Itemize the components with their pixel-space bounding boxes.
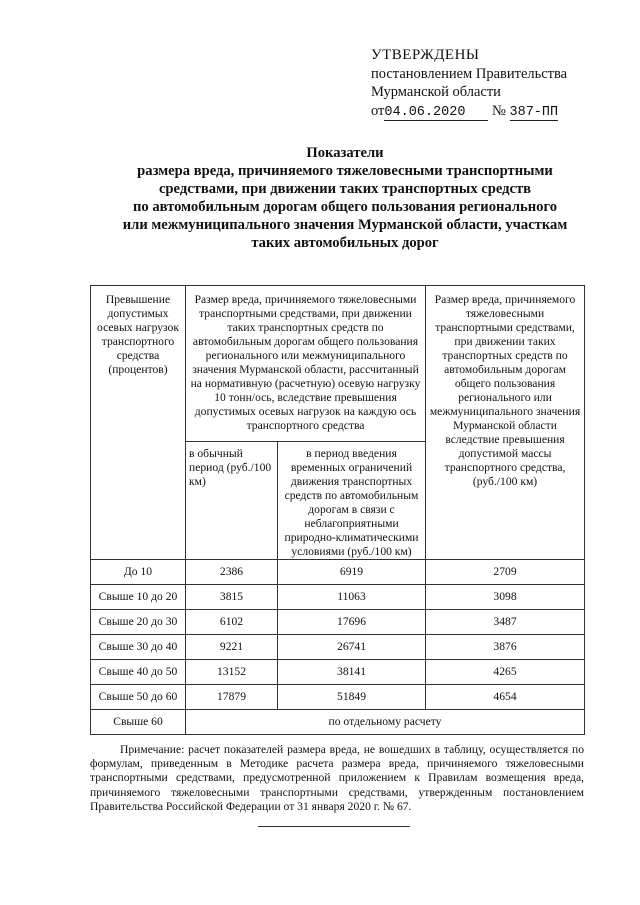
title-line: Показатели <box>306 145 384 161</box>
cell-restricted: 17696 <box>278 610 426 635</box>
harm-table <box>90 285 585 735</box>
approval-block <box>371 46 567 121</box>
title-line: или межмуниципального значения Мурманской области, участкам <box>122 217 568 233</box>
approval-line-1: постановлением Правительства <box>371 65 568 82</box>
row-label: Свыше 50 до 60 <box>91 685 186 710</box>
col-restricted-period-header: в период введения временных ограничений движения транспортных средств по автомобильным дорогам в связи с неблагоприятными природно-климатическими условиями (руб./100 км) <box>278 442 426 560</box>
end-divider <box>258 826 410 827</box>
table-row <box>91 610 585 635</box>
cell-restricted: 11063 <box>278 585 426 610</box>
row-label: Свыше 10 до 20 <box>91 585 186 610</box>
table-row <box>91 560 585 585</box>
row-label: Свыше 40 до 50 <box>91 660 186 685</box>
number-label: № <box>492 102 506 119</box>
cell-mass: 3876 <box>426 635 585 660</box>
cell-restricted: 6919 <box>278 560 426 585</box>
cell-restricted: 38141 <box>278 660 426 685</box>
row-label: Свыше 60 <box>91 710 186 735</box>
cell-normal: 6102 <box>186 610 278 635</box>
approval-date: 04.06.2020 <box>384 106 488 121</box>
cell-normal: 9221 <box>186 635 278 660</box>
row-label: До 10 <box>91 560 186 585</box>
approval-number: 387-ПП <box>509 104 559 120</box>
table-row <box>91 685 585 710</box>
table-row <box>91 710 585 735</box>
cell-normal: 13152 <box>186 660 278 685</box>
cell-separate-calculation: по отдельному расчету <box>186 710 585 735</box>
col-overload-header: Превышение допустимых осевых нагрузок транспортного средства (процентов) <box>91 286 186 560</box>
approval-title: УТВЕРЖДЕНЫ <box>371 47 480 63</box>
cell-restricted: 51849 <box>278 685 426 710</box>
cell-normal: 17879 <box>186 685 278 710</box>
cell-mass: 4265 <box>426 660 585 685</box>
cell-mass: 3487 <box>426 610 585 635</box>
approval-date-line <box>371 102 567 121</box>
cell-normal: 3815 <box>186 585 278 610</box>
table-row <box>91 660 585 685</box>
cell-mass: 3098 <box>426 585 585 610</box>
row-label: Свыше 30 до 40 <box>91 635 186 660</box>
col-normal-period-header: в обычный период (руб./100 км) <box>186 442 278 560</box>
title-line: размера вреда, причиняемого тяжеловесными транспортными <box>137 163 553 179</box>
title-line: средствами, при движении таких транспортных средств <box>158 181 532 197</box>
table-row <box>91 585 585 610</box>
table-row <box>91 635 585 660</box>
row-label: Свыше 20 до 30 <box>91 610 186 635</box>
table-header-row <box>91 286 585 442</box>
approval-line-2: Мурманской области <box>371 84 501 100</box>
document-title <box>90 144 600 252</box>
title-line: по автомобильным дорогам общего пользования регионального <box>132 199 558 215</box>
title-line: таких автомобильных дорог <box>251 235 439 251</box>
cell-normal: 2386 <box>186 560 278 585</box>
cell-mass: 2709 <box>426 560 585 585</box>
col-axle-harm-header: Размер вреда, причиняемого тяжеловесными транспортными средствами, при движении таких транспортных средств по автомобильным дорогам общего пользования регионального или межмуниципального значения Мурманской области, рассчитанный на нормативную (расчетную) осевую нагрузку 10 тонн/ось, вследствие превышения допустимых осевых нагрузок на каждую ось транспортного средства <box>186 286 426 442</box>
from-label: от <box>371 102 385 119</box>
cell-restricted: 26741 <box>278 635 426 660</box>
footnote: Примечание: расчет показателей размера вреда, не вошедших в таблицу, осуществляется по формулам, приведенным в Методике расчета размера вреда, причиняемого тяжеловесными транспортными средствами, предусмотренной приложением к Правилам возмещения вреда, причиняемого тяжеловесными транспортными средствами, утвержденным постановлением Правительства Российской Федерации от 31 января 2020 г. № 67. <box>90 743 584 813</box>
col-mass-harm-header: Размер вреда, причиняемого тяжеловесными транспортными средствами, при движении таких транспортных средств по автомобильным дорогам общего пользования регионального или межмуниципального значения Мурманской области вследствие превышения допустимой массы транспортного средства, (руб./100 км) <box>426 286 585 560</box>
cell-mass: 4654 <box>426 685 585 710</box>
